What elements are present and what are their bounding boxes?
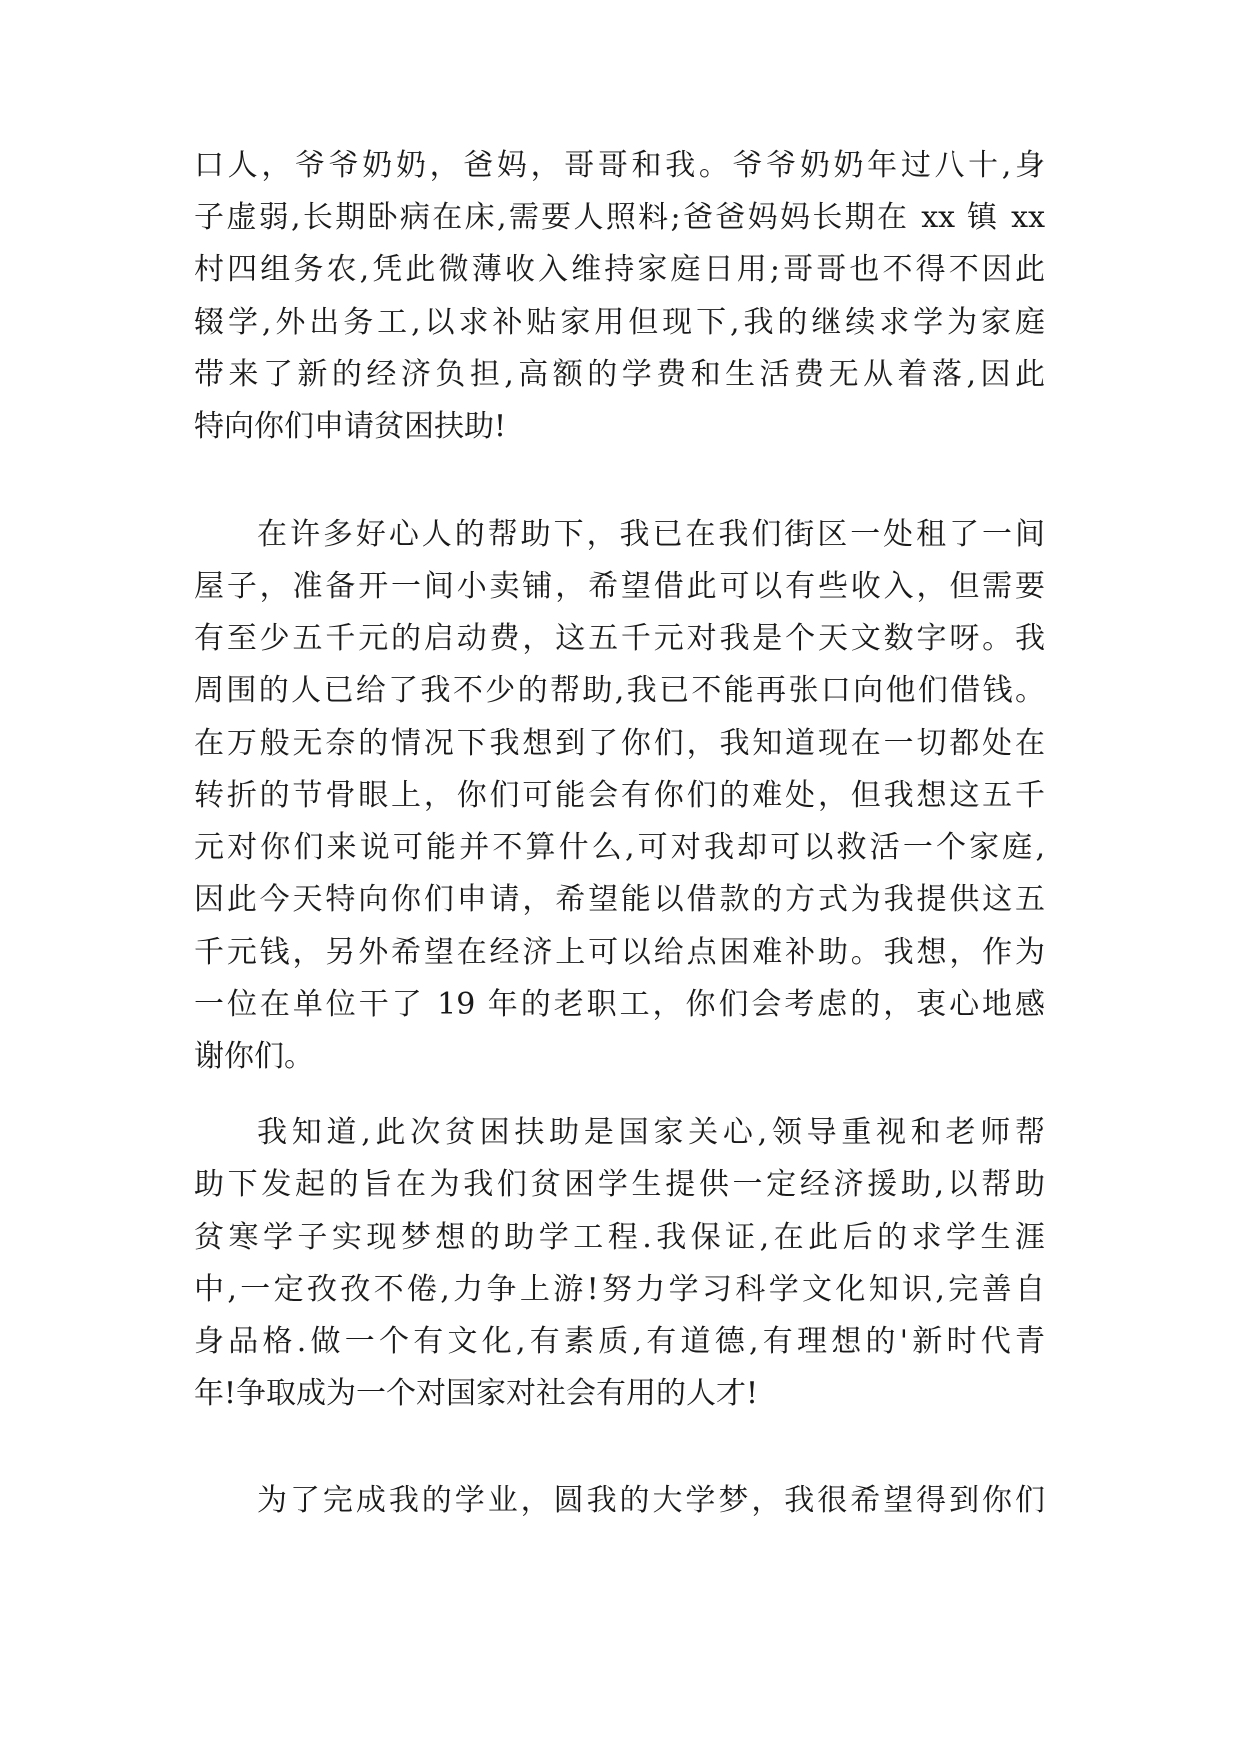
text-line: 带来了新的经济负担,高额的学费和生活费无从着落,因此 bbox=[194, 357, 1045, 392]
text-line: 身品格.做一个有文化,有素质,有道德,有理想的'新时代青 bbox=[194, 1324, 1045, 1359]
text-line: 有至少五千元的启动费，这五千元对我是个天文数字呀。我 bbox=[194, 621, 1045, 656]
text-line: 转折的节骨眼上，你们可能会有你们的难处，但我想这五千 bbox=[194, 778, 1045, 813]
text-line: 助下发起的旨在为我们贫困学生提供一定经济援助,以帮助 bbox=[194, 1167, 1045, 1202]
text-line: 特向你们申请贫困扶助! bbox=[194, 409, 507, 444]
text-line: 在万般无奈的情况下我想到了你们，我知道现在一切都处在 bbox=[194, 726, 1045, 761]
text-line: 周围的人已给了我不少的帮助,我已不能再张口向他们借钱。 bbox=[194, 673, 1045, 708]
text-line: 村四组务农,凭此微薄收入维持家庭日用;哥哥也不得不因此 bbox=[194, 252, 1045, 287]
text-line: 谢你们。 bbox=[194, 1039, 314, 1074]
text-line: 一位在单位干了 19 年的老职工，你们会考虑的，衷心地感 bbox=[194, 987, 1045, 1022]
paragraph-first-line: 在许多好心人的帮助下，我已在我们街区一处租了一间 bbox=[257, 517, 1045, 552]
text-line: 中,一定孜孜不倦,力争上游!努力学习科学文化知识,完善自 bbox=[194, 1272, 1045, 1307]
text-line: 屋子，准备开一间小卖铺，希望借此可以有些收入，但需要 bbox=[194, 569, 1045, 604]
text-line: 子虚弱,长期卧病在床,需要人照料;爸爸妈妈长期在 xx 镇 xx bbox=[194, 200, 1045, 235]
text-line: 年!争取成为一个对国家对社会有用的人才! bbox=[194, 1376, 759, 1411]
text-line: 贫寒学子实现梦想的助学工程.我保证,在此后的求学生涯 bbox=[194, 1220, 1045, 1255]
text-line: 辍学,外出务工,以求补贴家用但现下,我的继续求学为家庭 bbox=[194, 305, 1045, 340]
text-line: 口人，爷爷奶奶，爸妈，哥哥和我。爷爷奶奶年过八十,身 bbox=[194, 148, 1045, 183]
paragraph-first-line: 为了完成我的学业，圆我的大学梦，我很希望得到你们 bbox=[257, 1483, 1045, 1518]
paragraph-first-line: 我知道,此次贫困扶助是国家关心,领导重视和老师帮 bbox=[257, 1115, 1045, 1150]
text-line: 千元钱，另外希望在经济上可以给点困难补助。我想，作为 bbox=[194, 935, 1045, 970]
text-line: 元对你们来说可能并不算什么,可对我却可以救活一个家庭, bbox=[194, 830, 1045, 865]
text-line: 因此今天特向你们申请，希望能以借款的方式为我提供这五 bbox=[194, 882, 1045, 917]
